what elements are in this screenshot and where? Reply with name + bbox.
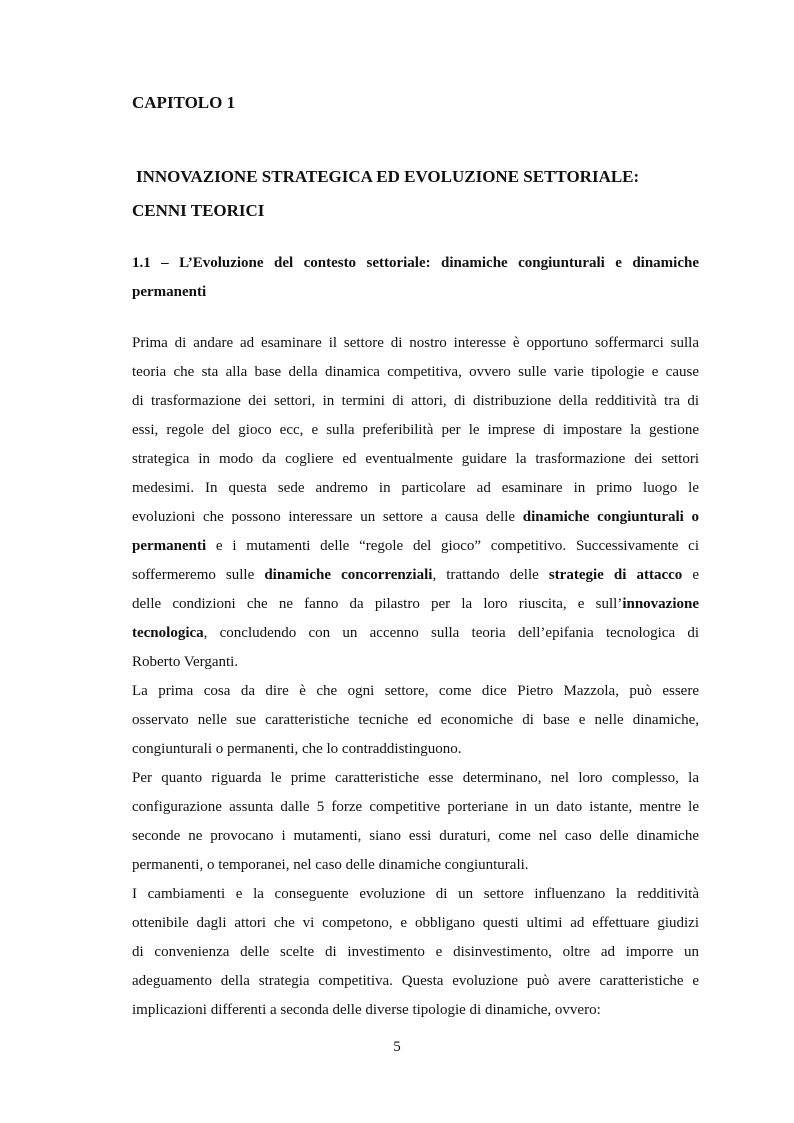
page-number: 5	[393, 1039, 401, 1055]
section-heading-line-2: permanenti	[132, 284, 207, 300]
emphasis: innovazione	[622, 596, 699, 612]
text-line: permanenti, o temporanei, nel caso delle dinamiche congiunturali.	[132, 857, 529, 873]
emphasis: dinamiche concorrenziali	[264, 567, 433, 583]
text-line: congiunturali o permanenti, che lo contraddistinguono.	[132, 741, 462, 757]
text-line: implicazioni differenti a seconda delle diverse tipologie di dinamiche, ovvero:	[132, 1002, 601, 1018]
text-line: La prima cosa da dire è che ogni settore, come dice Pietro Mazzola, può essere	[132, 683, 699, 699]
text-fragment: , concludendo con un accenno sulla teoria dell’epifania tecnologica di	[203, 625, 699, 641]
text-line: seconde ne provocano i mutamenti, siano essi duraturi, come nel caso delle dinamiche	[132, 828, 699, 844]
text-line: Per quanto riguarda le prime caratteristiche esse determinano, nel loro complesso, la	[132, 770, 699, 786]
text-fragment: evoluzioni che possono interessare un settore a causa delle	[132, 509, 523, 525]
text-line: di convenienza delle scelte di investimento e disinvestimento, oltre ad imporre un	[132, 944, 699, 960]
body-text	[132, 329, 699, 1025]
text-line: strategica in modo da cogliere ed eventualmente guidare la trasformazione dei settori	[132, 451, 699, 467]
text-line	[132, 503, 699, 532]
paragraph-3	[132, 764, 699, 880]
text-line: teoria che sta alla base della dinamica competitiva, ovvero sulle varie tipologie e cause	[132, 364, 699, 380]
text-line: adeguamento della strategia competitiva. Questa evoluzione può avere caratteristiche e	[132, 973, 699, 989]
text-line: I cambiamenti e la conseguente evoluzione di un settore influenzano la redditività	[132, 886, 699, 902]
text-line	[132, 590, 699, 619]
text-line	[132, 619, 699, 648]
text-line: configurazione assunta dalle 5 forze competitive porteriane in un dato istante, mentre le	[132, 799, 699, 815]
text-line	[132, 532, 699, 561]
text-fragment: delle condizioni che ne fanno da pilastro per la loro riuscita, e sull’	[132, 596, 623, 612]
chapter-heading: CAPITOLO 1	[132, 93, 236, 112]
section-heading	[132, 249, 699, 307]
text-line: osservato nelle sue caratteristiche tecniche ed economiche di base e nelle dinamiche,	[132, 712, 699, 728]
emphasis: dinamiche congiunturali o	[522, 509, 699, 525]
text-line: medesimi. In questa sede andremo in particolare ad esaminare in primo luogo le	[132, 480, 699, 496]
emphasis: tecnologica	[132, 625, 204, 641]
text-line: Roberto Verganti.	[132, 654, 239, 670]
text-line: di trasformazione dei settori, in termini di attori, di distribuzione della redditività tra di	[132, 393, 699, 409]
text-line: ottenibile dagli attori che vi competono, e obbligano questi ultimi ad effettuare giudizi	[132, 915, 699, 931]
chapter-title	[132, 160, 699, 228]
text-fragment: e i mutamenti delle “regole del gioco” competitivo. Successivamente ci	[206, 538, 699, 554]
emphasis: strategie di attacco	[548, 567, 683, 583]
section-heading-line-1: 1.1 – L’Evoluzione del contesto settoriale: dinamiche congiunturali e dinamiche	[132, 255, 699, 271]
paragraph-1	[132, 329, 699, 677]
chapter-title-line-2: CENNI TEORICI	[132, 201, 265, 220]
text-line: essi, regole del gioco ecc, e sulla preferibilità per le imprese di impostare la gestione	[132, 422, 699, 438]
emphasis: permanenti	[132, 538, 207, 554]
paragraph-2	[132, 677, 699, 764]
text-fragment: e	[682, 567, 699, 583]
text-fragment: soffermeremo sulle	[132, 567, 265, 583]
text-line: Prima di andare ad esaminare il settore di nostro interesse è opportuno soffermarci sulla	[132, 335, 699, 351]
text-line	[132, 561, 699, 590]
chapter-title-line-1: INNOVAZIONE STRATEGICA ED EVOLUZIONE SETTORIALE:	[136, 167, 640, 186]
paragraph-4	[132, 880, 699, 1025]
text-fragment: , trattando delle	[432, 567, 549, 583]
